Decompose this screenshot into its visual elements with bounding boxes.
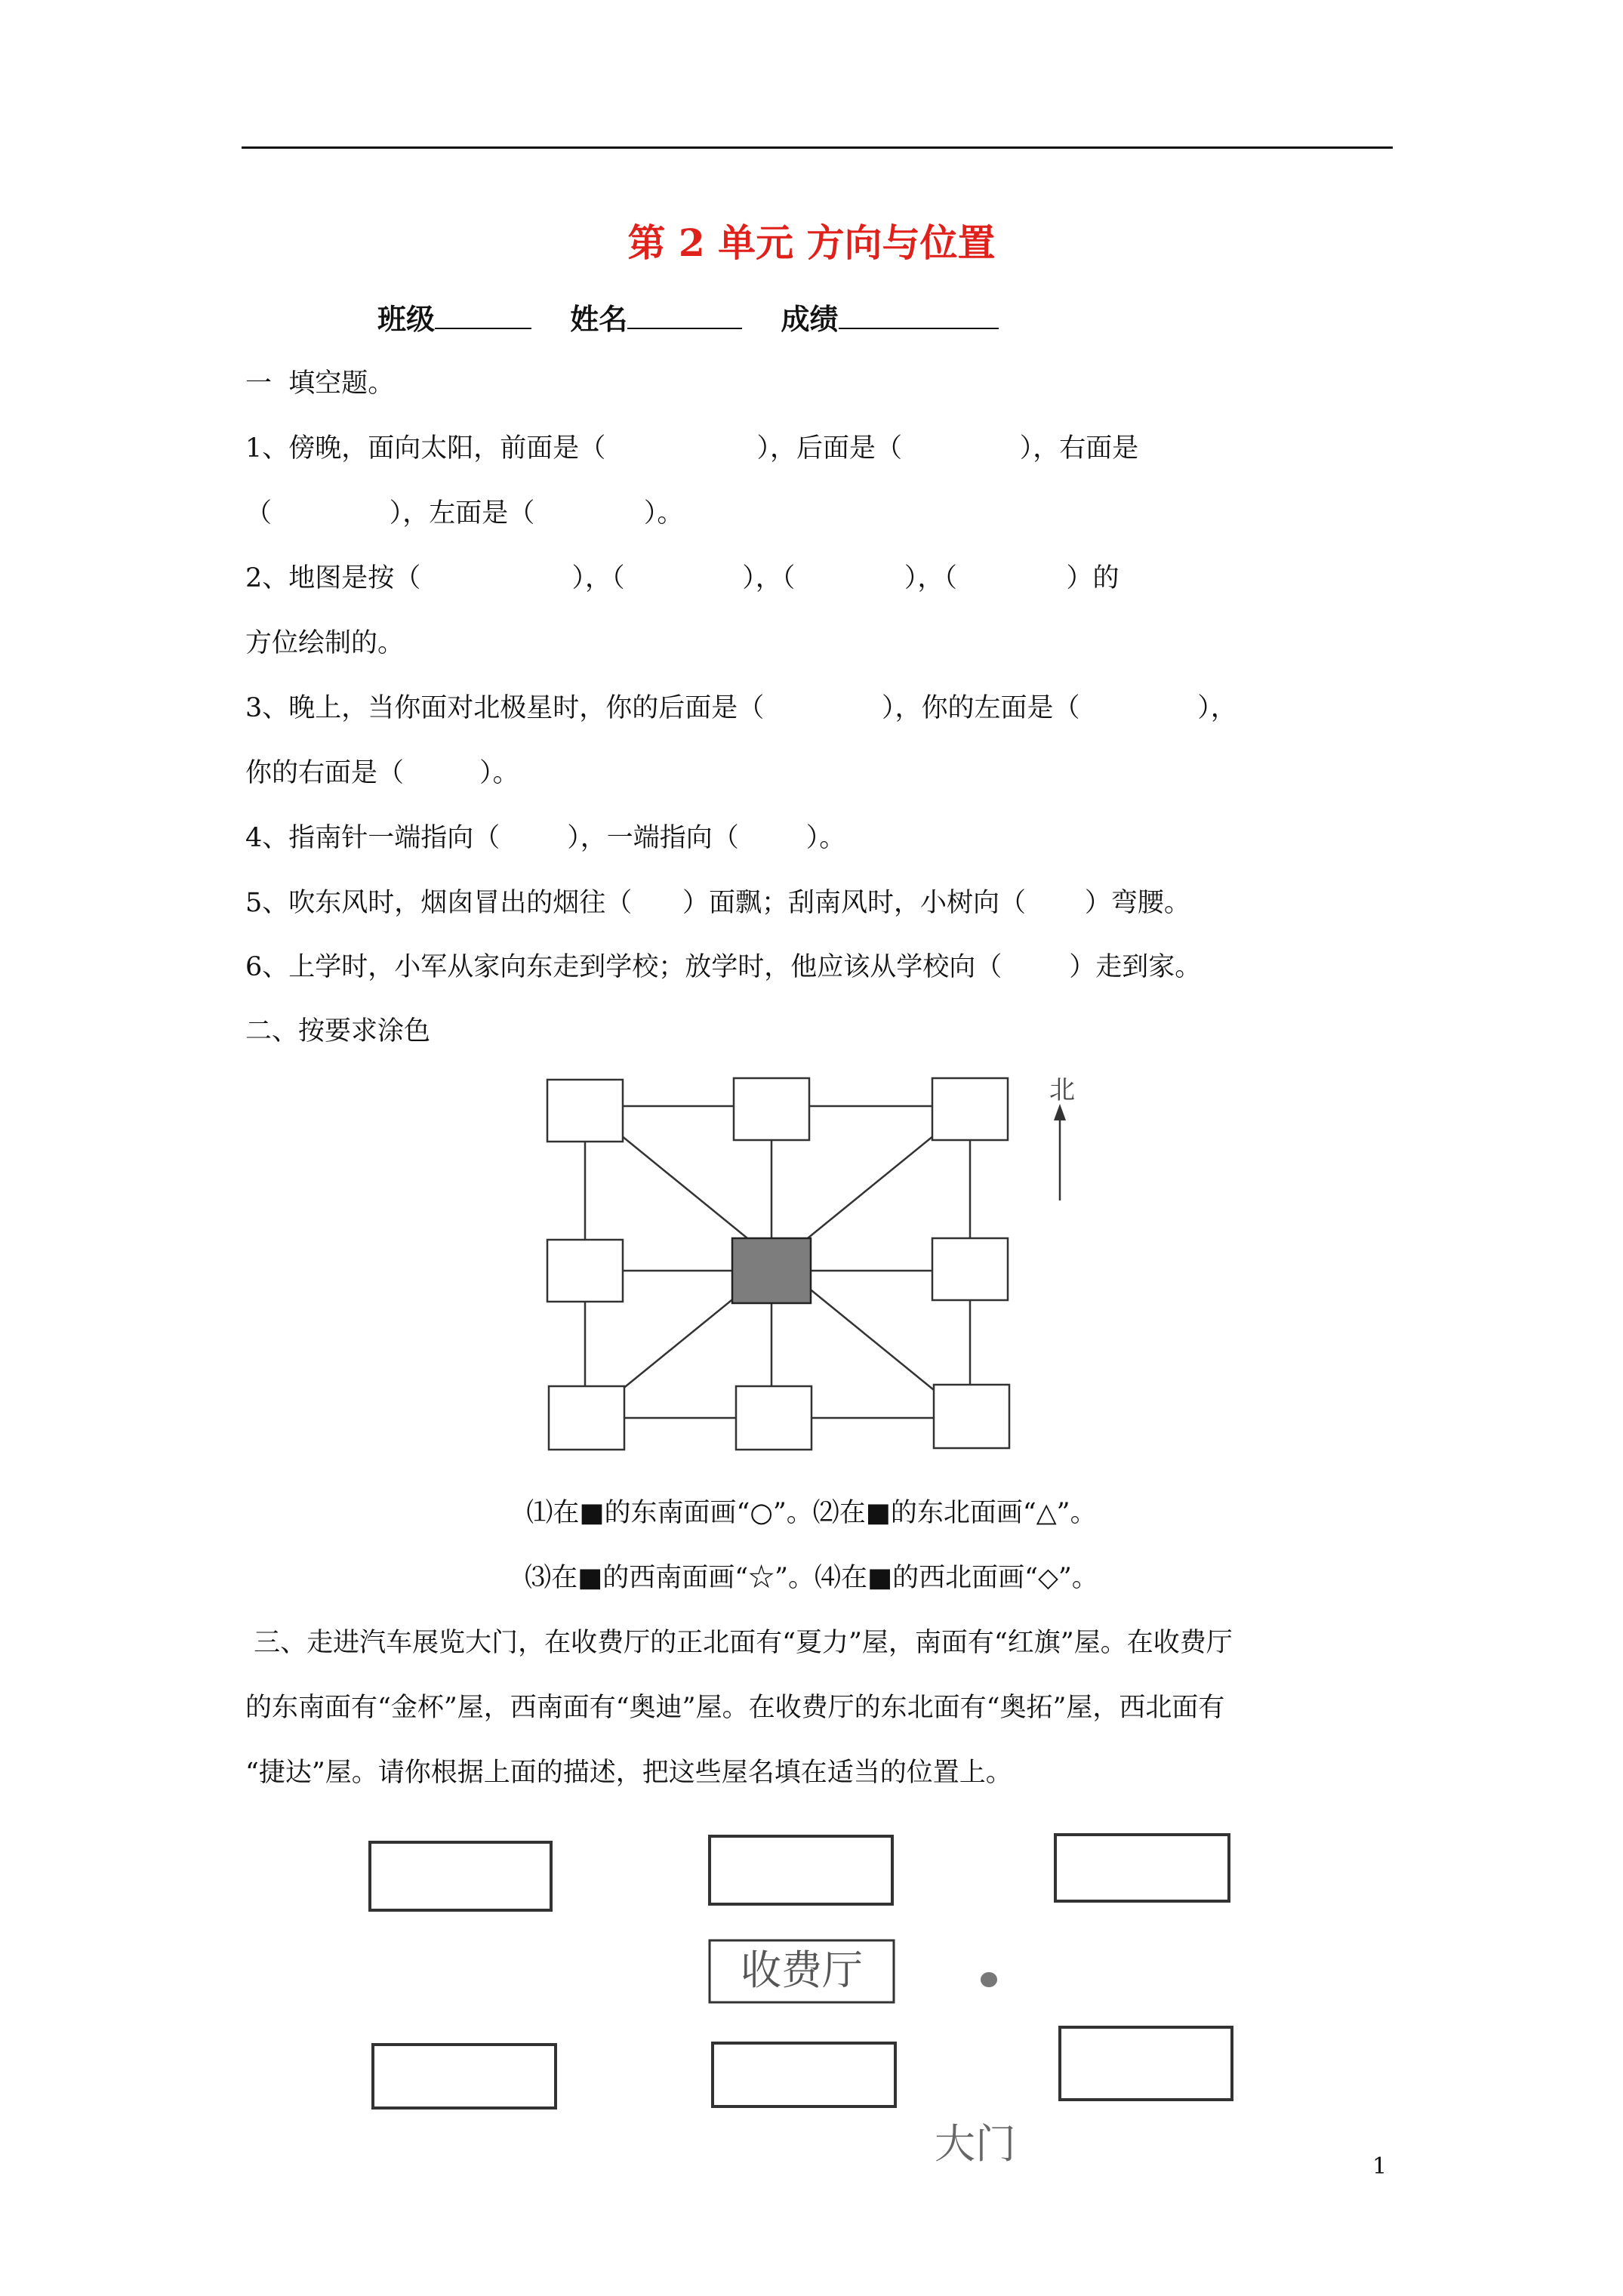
north-label: 北 xyxy=(1049,1075,1075,1105)
student-info-row xyxy=(377,296,999,337)
question-line: （ ），左面是（ ）。 xyxy=(245,498,684,529)
grid-box-se xyxy=(934,1385,1009,1448)
question-line: 5、吹东风时，烟囱冒出的烟往（ ）面飘；刮南风时，小树向（ ）弯腰。 xyxy=(245,888,1190,918)
section2-heading: 二、按要求涂色 xyxy=(245,1016,431,1046)
grid-box-s xyxy=(736,1386,812,1450)
marker-dot xyxy=(981,1972,997,1987)
name-blank[interactable] xyxy=(627,300,742,329)
header-rule xyxy=(242,146,1393,149)
question-line: 方位绘制的。 xyxy=(245,628,405,658)
score-label: 成绩 xyxy=(781,302,839,336)
grid-box-e xyxy=(932,1238,1008,1300)
question-line: 你的右面是（ ）。 xyxy=(245,758,519,788)
house-box-se xyxy=(1060,2027,1232,2100)
house-box-s xyxy=(713,2043,895,2106)
question-line: 2、地图是按（ ），（ ），（ ），（ ）的 xyxy=(245,563,1119,593)
page-number: 1 xyxy=(1372,2153,1387,2180)
grid-box-nw xyxy=(547,1080,623,1142)
section3-paragraph-line: 的东南面有“金杯”屋，西南面有“奥迪”屋。在收费厅的东北面有“奥拓”屋，西北面有 xyxy=(245,1693,1225,1723)
house-box-nw xyxy=(370,1842,551,1910)
question-line: 1、傍晚，面向太阳，前面是（ ），后面是（ ），右面是 xyxy=(245,433,1139,464)
toll-booth-label: 收费厅 xyxy=(741,1946,863,1994)
section3-paragraph-line: “捷达”屋。请你根据上面的描述，把这些屋名填在适当的位置上。 xyxy=(245,1758,1012,1788)
section3-paragraph-line: 三、走进汽车展览大门，在收费厅的正北面有“夏力”屋，南面有“红旗”屋。在收费厅 xyxy=(245,1628,1233,1658)
grid-box-w xyxy=(547,1240,623,1302)
north-arrowhead-icon xyxy=(1054,1104,1066,1120)
class-label: 班级 xyxy=(377,302,436,336)
house-box-ne xyxy=(1055,1835,1229,1901)
score-blank[interactable] xyxy=(839,300,999,329)
page-title: 第 2 单元 方向与位置 xyxy=(627,220,996,265)
caption-line: ⑶在■的西南面画“☆”。⑷在■的西北面画“◇”。 xyxy=(525,1563,1098,1593)
direction-grid-diagram xyxy=(528,1057,1102,1480)
class-blank[interactable] xyxy=(435,300,531,329)
caption-line: ⑴在■的东南面画“○”。⑵在■的东北面画“△”。 xyxy=(526,1498,1097,1528)
grid-box-ne xyxy=(932,1078,1008,1140)
center-shaded-box xyxy=(732,1238,811,1303)
name-label: 姓名 xyxy=(570,302,628,336)
grid-box-n xyxy=(734,1078,809,1140)
gate-label: 大门 xyxy=(935,2120,1016,2168)
grid-box-sw xyxy=(549,1386,624,1450)
question-line: 4、指南针一端指向（ ），一端指向（ ）。 xyxy=(245,823,846,853)
question-line: 6、上学时，小军从家向东走到学校；放学时，他应该从学校向（ ）走到家。 xyxy=(245,952,1202,982)
house-box-n xyxy=(710,1836,892,1904)
question-line: 3、晚上，当你面对北极星时，你的后面是（ ），你的左面是（ ）， xyxy=(245,693,1237,723)
house-box-sw xyxy=(373,2045,556,2108)
section1-heading: 一 填空题。 xyxy=(245,368,395,399)
car-exhibition-map xyxy=(355,1812,1261,2190)
